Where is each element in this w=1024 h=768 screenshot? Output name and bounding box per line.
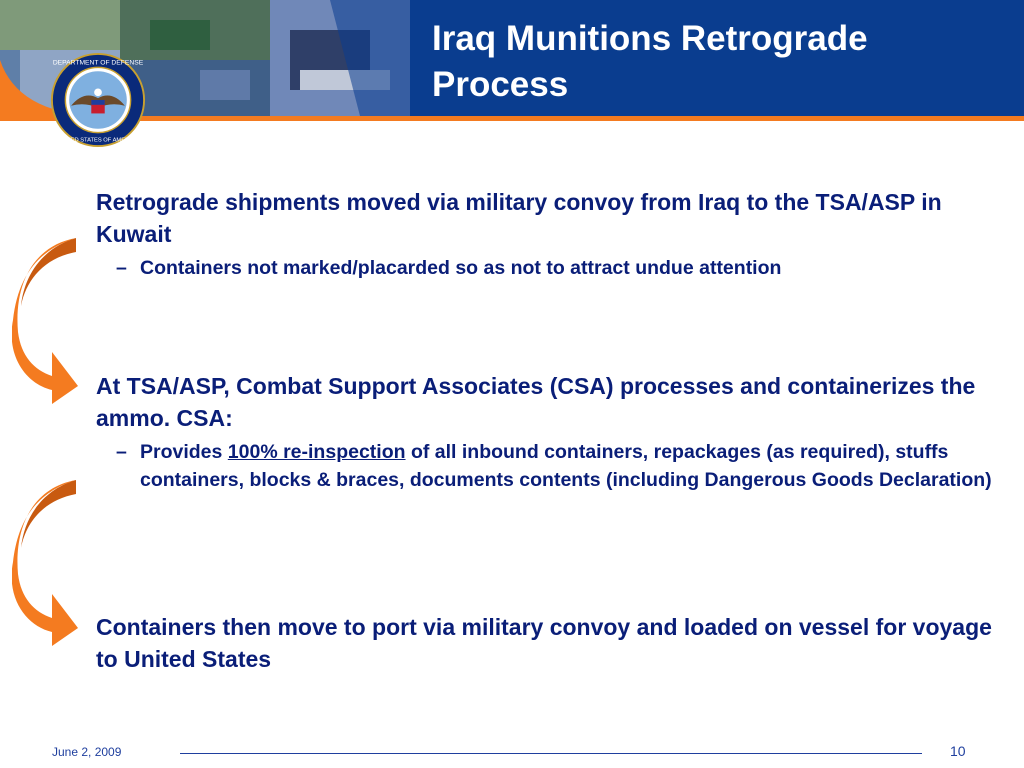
sub-bullet — [96, 254, 1006, 282]
footer-date: June 2, 2009 — [52, 745, 122, 759]
bullet-group-2 — [96, 370, 1006, 494]
department-of-defense-seal-icon — [50, 52, 146, 148]
bullet-group-3 — [96, 611, 1006, 675]
seal-bottom-text: UNITED STATES OF AMERICA — [57, 137, 139, 144]
footer-divider — [180, 753, 922, 754]
page-number: 10 — [950, 743, 966, 759]
bullet-text: Retrograde shipments moved via military convoy from Iraq to the TSA/ASP in Kuwait — [96, 189, 942, 247]
flow-arrow-icon-2 — [12, 478, 82, 648]
flow-arrow-icon-1 — [12, 236, 82, 406]
dash-marker: – — [116, 257, 127, 279]
dash-marker: – — [116, 441, 127, 463]
sub-bullet-prefix: Provides — [140, 441, 228, 463]
header-orange-rule — [0, 116, 1024, 121]
sub-bullet-suffix: of all inbound containers, repackages (as required), stuffs containers, blocks & braces, documents contents (including Dangerous Goods Declaration) — [140, 441, 992, 491]
sub-bullet-text: Containers not marked/placarded so as not to attract undue attention — [140, 257, 782, 279]
bullet-group-1 — [96, 186, 1006, 282]
reinspection-emphasis: 100% re-inspection — [227, 441, 406, 463]
bullet-text: Containers then move to port via military convoy and loaded on vessel for voyage to United States — [96, 614, 992, 672]
seal-top-text: DEPARTMENT OF DEFENSE — [52, 59, 144, 67]
bullet-text: At TSA/ASP, Combat Support Associates (CSA) processes and containerizes the ammo. CSA: — [96, 373, 976, 431]
slide-title: Iraq Munitions Retrograde Process — [432, 19, 868, 104]
sub-bullet — [96, 438, 1006, 494]
